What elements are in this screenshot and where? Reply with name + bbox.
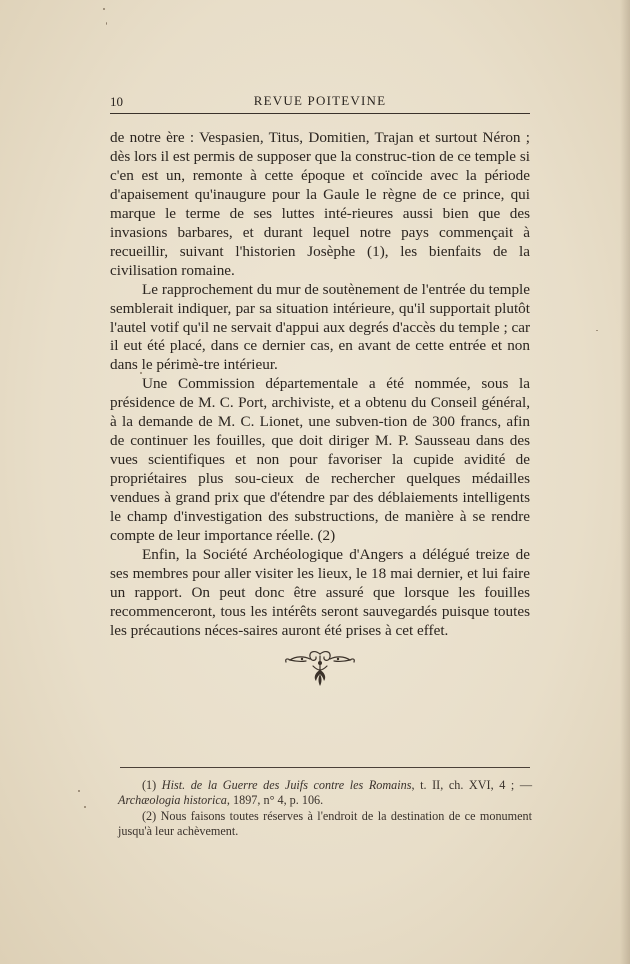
header-rule bbox=[110, 113, 530, 114]
footnote-1 bbox=[118, 778, 532, 809]
footnote-1-journal-ref: , 1897, n° 4, p. 106. bbox=[226, 793, 324, 808]
paragraph-3: Une Commission départementale a été nommée, sous la présidence de M. C. Port, archiviste, et a obtenu du Conseil général, à la demande de M. C. Lionet, une subven-tion de 300 francs, afin de continuer les fouilles, que doit diriger M. P. Sausseau dans des vues scientifiques et non pour favoriser la cupide avidité de propriétaires plus sou-cieux de rechercher quelques médailles vendues à grand prix que d'étendre par des déblaiements intelligents le champ d'investigation des substructions, de manière à se rendre compte de leur importance réelle. (2) bbox=[110, 375, 530, 545]
floral-vignette-icon bbox=[282, 648, 358, 692]
footnote-2 bbox=[118, 809, 532, 840]
footnote-1-title: Hist. de la Guerre des Juifs contre les Romains bbox=[161, 778, 412, 792]
paragraph-4: Enfin, la Société Archéologique d'Angers a délégué treize de ses membres pour aller visiter les lieux, le 18 mai dernier, et lui faire un rapport. On peut donc être assuré que lorsque les fouilles recommenceront, tous les intérêts seront sauvegardés puisque toutes les précautions néces-saires auront été prises à cet effet. bbox=[110, 545, 530, 639]
paragraph-2: Le rapprochement du mur de soutènement de l'entrée du temple semblerait indiquer, par sa situation intérieure, qu'il supportait plutôt l'autel votif qu'il ne servait d'appui aux degrés d'accès du temple ; car il eut été placé, dans ce dernier cas, en avant de cette entrée et non dans le périmè-tre intérieur. bbox=[110, 280, 531, 374]
footnote-2-text: Nous faisons toutes réserves à l'endroit de la destination de ce monument jusqu'à leur achèvement. bbox=[118, 808, 533, 839]
footnote-1-ref: , t. II, ch. XVI, 4 ; bbox=[411, 778, 515, 792]
body-text bbox=[110, 129, 530, 641]
footnote-1-journal: Archæologia historica bbox=[118, 793, 227, 808]
footnote-rule bbox=[120, 767, 530, 768]
footnote-1-number: (1) bbox=[142, 778, 157, 792]
paragraph-1: de notre ère : Vespasien, Titus, Domitien, Trajan et surtout Néron ; dès lors il est permis de supposer que la construc-tion de ce temple si c'en est un, remonte à cette époque et coïncide avec la période d'apaisement qu'inaugure pour la Gaule le règne de ce prince, qui marque le terme de ses luttes inté-rieures aussi bien que des invasions barbares, et durant lequel notre pays commençait à recueillir, suivant l'historien Josèphe (1), les bienfaits de la civilisation romaine. bbox=[110, 129, 530, 279]
footnotes bbox=[118, 778, 532, 840]
page-header bbox=[110, 90, 530, 112]
footnote-2-number: (2) bbox=[142, 808, 157, 823]
footnote-1-dash: — bbox=[519, 778, 532, 792]
page-number: 10 bbox=[110, 94, 123, 109]
running-title: REVUE POITEVINE bbox=[253, 93, 387, 108]
page-edge-shadow bbox=[620, 0, 630, 964]
